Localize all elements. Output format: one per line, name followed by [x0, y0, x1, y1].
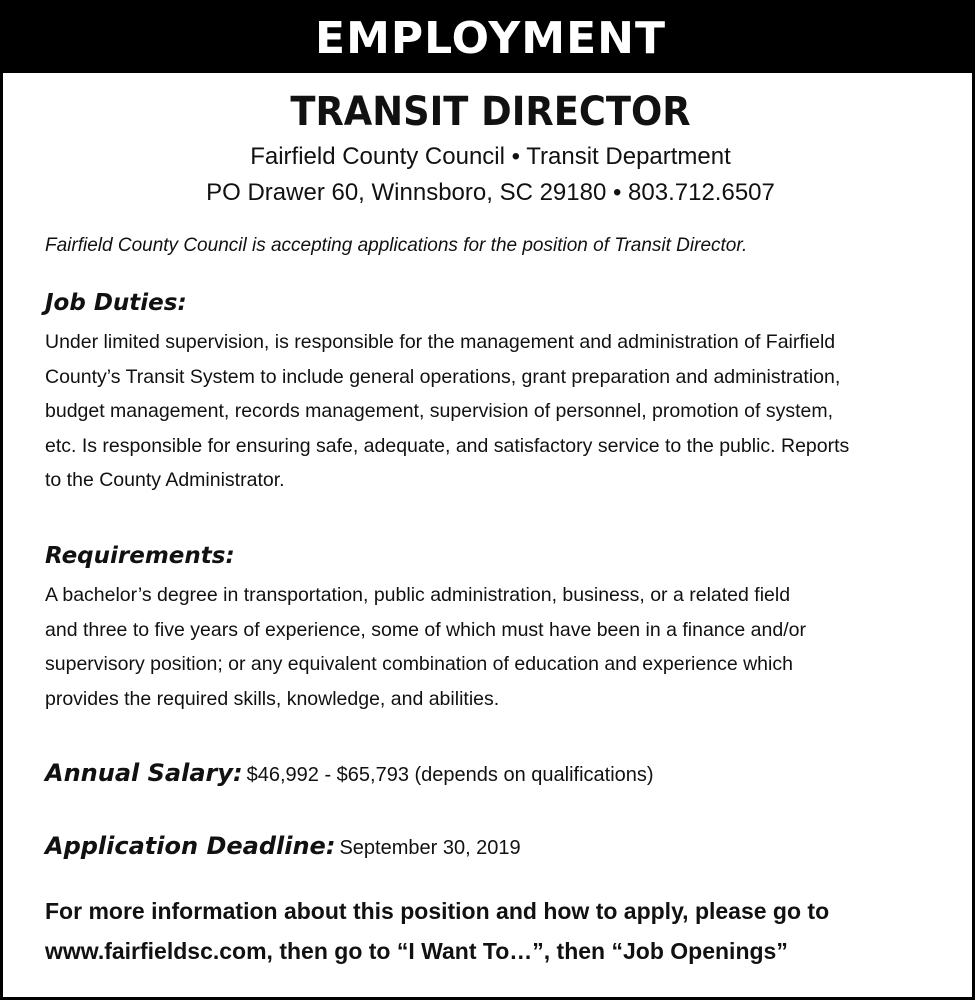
section-banner: EMPLOYMENT — [3, 3, 975, 73]
requirements-line: provides the required skills, knowledge, and abilities. — [45, 687, 500, 710]
duties-line: County’s Transit System to include general operations, grant preparation and administration, — [45, 365, 841, 388]
duties-line: budget management, records management, supervision of personnel, promotion of system, — [45, 400, 834, 422]
requirements-line: and three to five years of experience, some of which must have been in a finance and/or — [45, 618, 806, 641]
more-info — [45, 891, 945, 971]
more-info-line: For more information about this position and how to apply, please go to — [45, 898, 830, 924]
requirements-heading: Requirements: — [45, 543, 235, 569]
requirements-line: supervisory position; or any equivalent combination of education and experience which — [45, 653, 793, 675]
duties-line: to the County Administrator. — [45, 469, 285, 491]
more-info-line: www.fairfieldsc.com, then go to “I Want To…”, then “Job Openings” — [45, 938, 788, 964]
duties-body — [45, 325, 945, 498]
deadline-value: September 30, 2019 — [339, 837, 521, 859]
duties-heading: Job Duties: — [45, 290, 187, 316]
duties-line: etc. Is responsible for ensuring safe, adequate, and satisfactory service to the public. Reports — [45, 434, 850, 457]
address-line: PO Drawer 60, Winnsboro, SC 29180 • 803.712.6507 — [206, 179, 775, 206]
job-title: TRANSIT DIRECTOR — [290, 89, 691, 135]
duties-line: Under limited supervision, is responsible for the management and administration of Fairfield — [45, 331, 836, 353]
organization-line: Fairfield County Council • Transit Department — [250, 143, 731, 170]
deadline-label: Application Deadline: — [45, 832, 336, 860]
salary-label: Annual Salary: — [45, 759, 243, 787]
salary-value: $46,992 - $65,793 (depends on qualifications) — [246, 764, 654, 786]
deadline-row — [45, 832, 945, 860]
intro-text: Fairfield County Council is accepting applications for the position of Transit Director. — [45, 235, 748, 256]
requirements-line: A bachelor’s degree in transportation, public administration, business, or a related field — [45, 584, 791, 606]
salary-row — [45, 759, 945, 787]
requirements-body — [45, 578, 945, 716]
